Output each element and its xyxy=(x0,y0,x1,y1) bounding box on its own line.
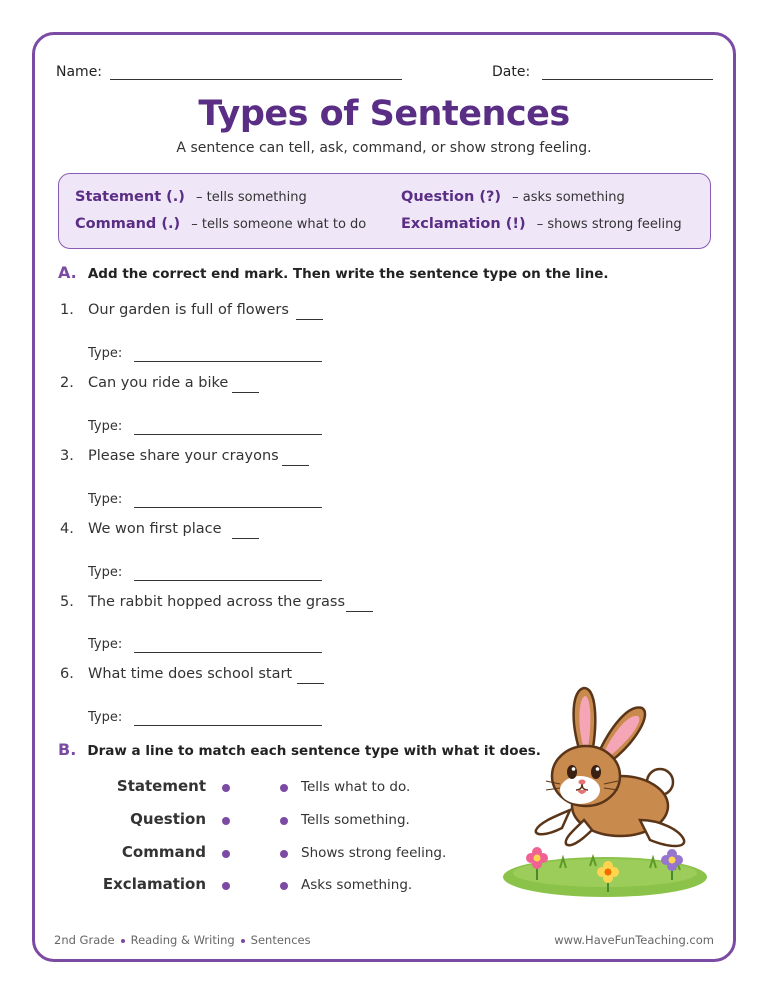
page-subtitle: A sentence can tell, ask, command, or show strong feeling. xyxy=(176,140,592,156)
end-mark-blank[interactable] xyxy=(232,538,259,539)
item-number: 4. xyxy=(60,521,74,537)
item-number: 5. xyxy=(60,594,74,610)
bullet-icon xyxy=(241,939,245,943)
match-dot-right[interactable] xyxy=(280,882,288,890)
sentence-types-key xyxy=(58,173,711,249)
key-term: Exclamation (!) xyxy=(401,216,526,232)
section-instruction: Add the correct end mark. Then write the sentence type on the line. xyxy=(87,266,609,282)
match-term: Exclamation xyxy=(102,875,206,893)
match-definition: Asks something. xyxy=(301,877,413,893)
type-label: Type: xyxy=(88,492,123,507)
match-dot-right[interactable] xyxy=(280,817,288,825)
end-mark-blank[interactable] xyxy=(297,683,324,684)
item-number: 1. xyxy=(60,302,74,318)
match-dot-right[interactable] xyxy=(280,784,288,792)
end-mark-blank[interactable] xyxy=(282,465,309,466)
key-command xyxy=(75,213,366,232)
footer-topic: Sentences xyxy=(250,933,311,947)
rabbit-eye-right xyxy=(591,765,601,779)
match-term: Command xyxy=(121,843,206,861)
type-answer-line[interactable] xyxy=(134,434,322,435)
item-sentence: Can you ride a bike xyxy=(88,375,229,391)
key-desc: – shows strong feeling xyxy=(536,217,682,232)
key-statement xyxy=(75,186,307,205)
match-dot-right[interactable] xyxy=(280,850,288,858)
key-desc: – asks something xyxy=(512,190,625,205)
item-number: 3. xyxy=(60,448,74,464)
match-definition: Tells what to do. xyxy=(301,779,411,795)
match-term: Question xyxy=(130,810,206,828)
key-term: Statement (.) xyxy=(75,189,185,205)
footer-grade: 2nd Grade xyxy=(54,933,115,947)
type-answer-line[interactable] xyxy=(134,580,322,581)
match-definition: Tells something. xyxy=(301,812,410,828)
item-sentence: The rabbit hopped across the grass xyxy=(88,594,346,610)
section-instruction: Draw a line to match each sentence type with what it does. xyxy=(87,743,541,759)
end-mark-blank[interactable] xyxy=(346,611,373,612)
match-dot-left[interactable] xyxy=(222,882,230,890)
item-number: 2. xyxy=(60,375,74,391)
type-answer-line[interactable] xyxy=(134,652,322,653)
footer-subject: Reading & Writing xyxy=(130,933,235,947)
item-number: 6. xyxy=(60,666,74,682)
rabbit-illustration xyxy=(500,680,715,905)
section-b-heading xyxy=(58,740,541,759)
page-title: Types of Sentences xyxy=(198,94,570,134)
match-term: Statement xyxy=(116,777,206,795)
item-sentence: What time does school start xyxy=(88,666,293,682)
match-dot-left[interactable] xyxy=(222,817,230,825)
type-answer-line[interactable] xyxy=(134,725,322,726)
type-label: Type: xyxy=(88,346,123,361)
footer-breadcrumb xyxy=(54,933,311,947)
rabbit-nose xyxy=(579,780,586,785)
end-mark-blank[interactable] xyxy=(296,319,323,320)
match-definition: Shows strong feeling. xyxy=(301,845,447,861)
type-answer-line[interactable] xyxy=(134,361,322,362)
rabbit-eye-left xyxy=(567,765,577,779)
section-a-heading xyxy=(58,263,609,282)
name-label: Name: xyxy=(56,64,103,80)
type-answer-line[interactable] xyxy=(134,507,322,508)
key-term: Question (?) xyxy=(401,189,502,205)
type-label: Type: xyxy=(88,710,123,725)
end-mark-blank[interactable] xyxy=(232,392,259,393)
footer-site-link[interactable]: www.HaveFunTeaching.com xyxy=(554,933,714,947)
type-label: Type: xyxy=(88,419,123,434)
type-label: Type: xyxy=(88,637,123,652)
key-term: Command (.) xyxy=(75,216,181,232)
match-dot-left[interactable] xyxy=(222,850,230,858)
item-sentence: Please share your crayons xyxy=(88,448,279,464)
key-exclamation xyxy=(401,213,682,232)
date-line[interactable] xyxy=(542,79,713,80)
bullet-icon xyxy=(121,939,125,943)
rabbit-front-paw xyxy=(536,810,570,834)
match-dot-left[interactable] xyxy=(222,784,230,792)
key-question xyxy=(401,186,625,205)
key-desc: – tells something xyxy=(196,190,307,205)
key-desc: – tells someone what to do xyxy=(191,217,367,232)
item-sentence: Our garden is full of flowers xyxy=(88,302,289,318)
section-letter: A. xyxy=(58,263,77,282)
type-label: Type: xyxy=(88,565,123,580)
item-sentence: We won first place xyxy=(88,521,222,537)
date-label: Date: xyxy=(492,64,531,80)
name-line[interactable] xyxy=(110,79,402,80)
rabbit-front-paw-2 xyxy=(566,820,592,845)
rabbit-back-foot xyxy=(640,820,684,846)
section-letter: B. xyxy=(58,740,77,759)
